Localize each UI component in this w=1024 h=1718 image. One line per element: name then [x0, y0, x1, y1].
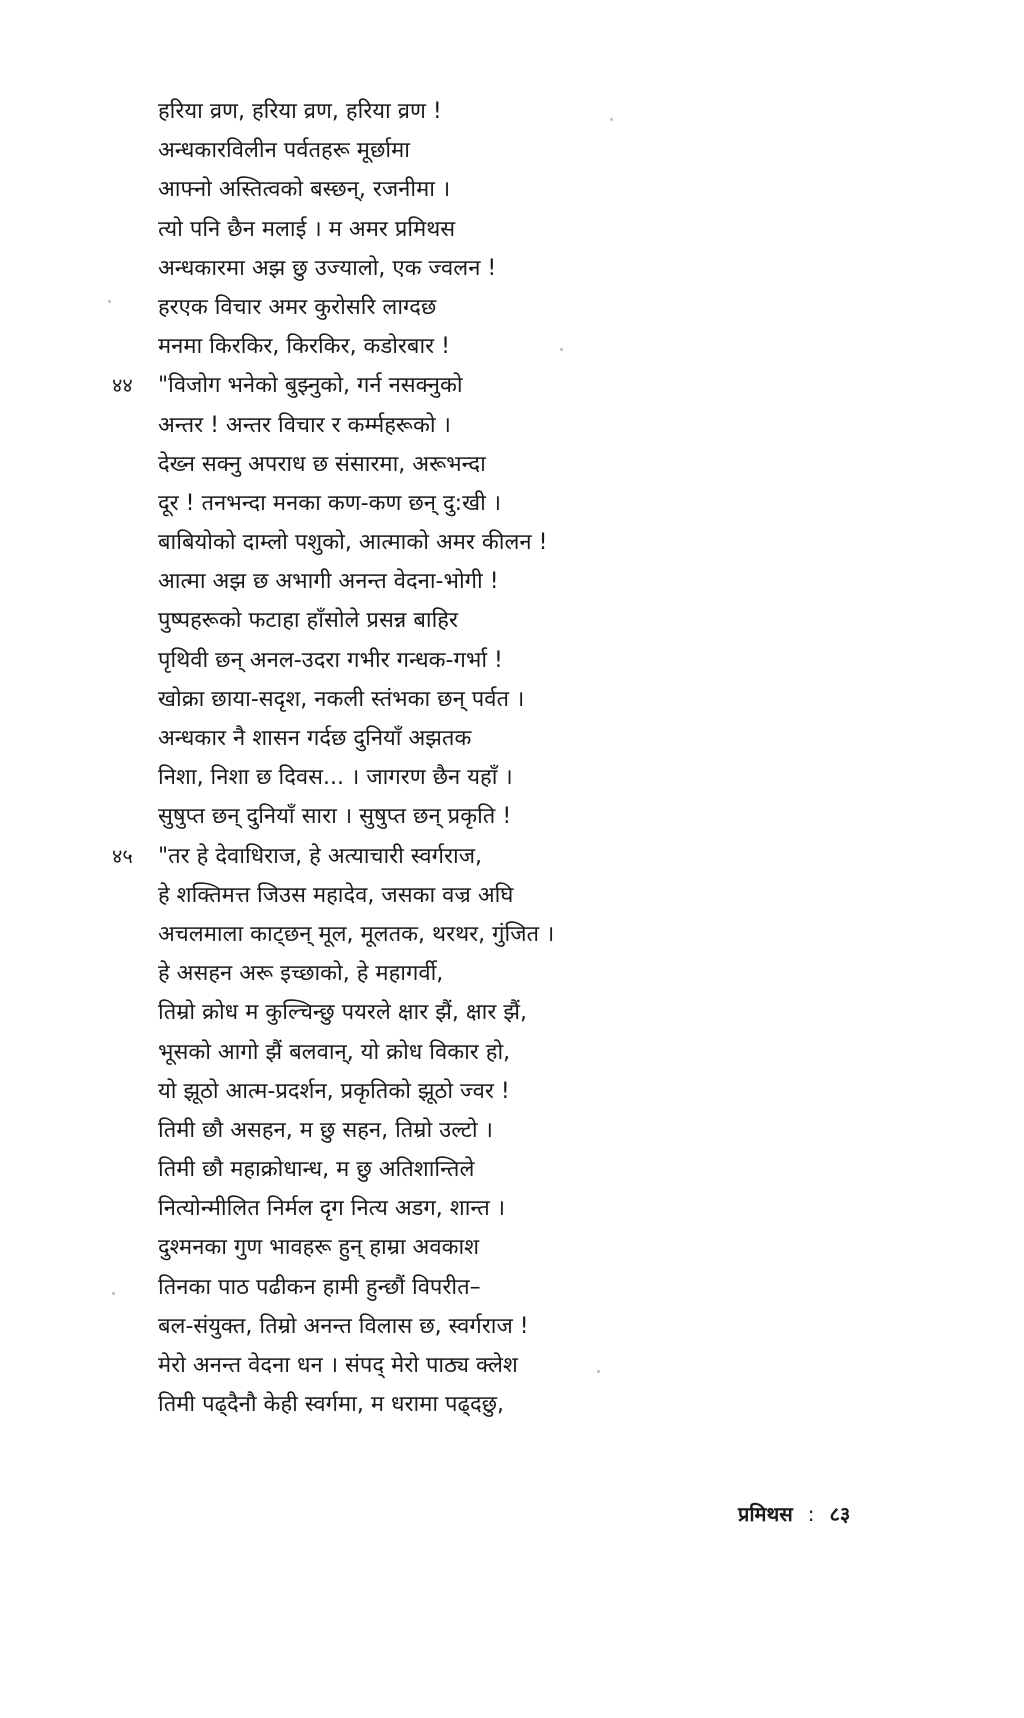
poem-line [158, 131, 858, 170]
poem-line-text: निशा, निशा छ दिवस... । जागरण छैन यहाँ । [158, 765, 513, 791]
poem-line [158, 1111, 858, 1150]
page-footer [738, 1500, 850, 1527]
poem-line [158, 210, 858, 249]
poem-line-text: अन्धकार नै शासन गर्दछ दुनियाँ अझतक [158, 726, 472, 751]
running-title: प्रमिथस [738, 1502, 793, 1526]
poem-line-text: बाबियोको दाम्लो पशुको, आत्माको अमर कीलन ! [158, 530, 548, 556]
poem-line [158, 484, 858, 523]
poem-line-text: खोक्रा छाया-सदृश, नकली स्तंभका छन् पर्वत । [158, 686, 525, 712]
poem-line-text: अन्धकारविलीन पर्वतहरू मूर्छामा [158, 138, 410, 164]
poem-line [158, 288, 858, 327]
poem-line-text: "तर हे देवाधिराज, हे अत्याचारी स्वर्गराज, [158, 843, 483, 869]
scan-speck [112, 1292, 115, 1295]
poem-line [158, 876, 858, 915]
poem-line [158, 523, 858, 562]
poem-line-text: यो झूठो आत्म-प्रदर्शन, प्रकृतिको झूठो ज्वर ! [158, 1078, 510, 1104]
scan-speck [597, 1370, 600, 1373]
poem-line [158, 993, 858, 1032]
poem-line-text: "विजोग भनेको बुझ्नुको, गर्न नसक्नुको [158, 373, 463, 399]
poem-line-text: पुष्पहरूको फटाहा हाँसोले प्रसन्न बाहिर [158, 608, 458, 634]
poem-line-text: त्यो पनि छैन मलाई । म अमर प्रमिथस [158, 216, 456, 242]
poem-line-text: पृथिवी छन् अनल-उदरा गभीर गन्धक-गर्भा ! [158, 647, 503, 673]
poem-line [158, 719, 858, 758]
poem-line [158, 1346, 858, 1385]
poem-line-text: तिमी पढ्दैनौ केही स्वर्गमा, म धरामा पढ्दछु, [158, 1392, 505, 1418]
poem-line-text: तिनका पाठ पढीकन हामी हुन्छौं विपरीत– [158, 1274, 481, 1300]
poem-line-text: सुषुप्त छन् दुनियाँ सारा । सुषुप्त छन् प्रकृति ! [158, 804, 512, 830]
poem-line-text: मेरो अनन्त वेदना धन । संपद् मेरो पाठ्य क्लेश [158, 1353, 518, 1378]
page-number: ८३ [829, 1502, 851, 1526]
poem-body [112, 92, 858, 1424]
poem-line-text: आफ्नो अस्तित्वको बस्छन्, रजनीमा । [158, 177, 451, 203]
poem-line [112, 837, 858, 876]
poem-line-text: देख्न सक्नु अपराध छ संसारमा, अरूभन्दा [158, 451, 486, 477]
poem-line [158, 1072, 858, 1111]
poem-line-text: नित्योन्मीलित निर्मल दृग नित्य अडग, शान्त । [158, 1196, 506, 1222]
poem-line [158, 445, 858, 484]
poem-line [158, 1268, 858, 1307]
poem-line [158, 1228, 858, 1267]
poem-line-text: हे असहन अरू इच्छाको, हे महागर्वी, [158, 961, 444, 987]
poem-line [158, 249, 858, 288]
poem-line [158, 680, 858, 719]
poem-line-text: हरिया व्रण, हरिया व्रण, हरिया व्रण ! [158, 99, 442, 124]
poem-line [158, 1150, 858, 1189]
poem-line [158, 327, 858, 366]
poem-line [158, 562, 858, 601]
stanza-number: ४४ [112, 373, 133, 398]
footer-separator: : [807, 1502, 815, 1526]
poem-line [158, 1033, 858, 1072]
poem-line [158, 915, 858, 954]
poem-line [158, 954, 858, 993]
poem-line [158, 406, 858, 445]
poem-line-text: हरएक विचार अमर कुरोसरि लाग्दछ [158, 294, 437, 320]
poem-line [158, 641, 858, 680]
poem-line-text: अन्तर ! अन्तर विचार र कर्म्महरूको । [158, 412, 451, 438]
scan-speck [560, 348, 563, 351]
poem-line-text: अचलमाला काट्छन् मूल, मूलतक, थरथर, गुंजित । [158, 921, 555, 947]
poem-line-text: दुश्मनका गुण भावहरू हुन् हाम्रा अवकाश [158, 1235, 480, 1261]
poem-line-text: दूर ! तनभन्दा मनका कण-कण छन् दु:खी । [158, 490, 502, 516]
poem-line [158, 170, 858, 209]
poem-line [158, 1307, 858, 1346]
poem-line [158, 1189, 858, 1228]
poem-line [158, 1385, 858, 1424]
poem-line-text: मनमा किरकिर, किरकिर, कडोरबार ! [158, 334, 450, 360]
poem-line [158, 601, 858, 640]
stanza-number: ४५ [112, 843, 133, 868]
poem-line-text: बल-संयुक्त, तिम्रो अनन्त विलास छ, स्वर्गराज ! [158, 1313, 529, 1339]
poem-line [112, 366, 858, 405]
poem-line-text: अन्धकारमा अझ छु उज्यालो, एक ज्वलन ! [158, 255, 497, 281]
poem-line [158, 92, 858, 131]
poem-line-text: तिमी छौ महाक्रोधान्ध, म छु अतिशान्तिले [158, 1157, 475, 1183]
poem-line [158, 758, 858, 797]
scan-speck [108, 300, 111, 303]
scan-speck [610, 118, 613, 121]
poem-line-text: हे शक्तिमत्त जिउस महादेव, जसका वज्र अघि [158, 882, 514, 908]
poem-line-text: भूसको आगो झैं बलवान्, यो क्रोध विकार हो, [158, 1039, 511, 1065]
poem-line-text: आत्मा अझ छ अभागी अनन्त वेदना-भोगी ! [158, 569, 499, 595]
poem-line-text: तिम्रो क्रोध म कुल्चिन्छु पयरले क्षार झैं, क्षार झैं, [158, 1000, 527, 1026]
poem-line-text: तिमी छौ असहन, म छु सहन, तिम्रो उल्टो । [158, 1117, 493, 1143]
poem-line [158, 797, 858, 836]
